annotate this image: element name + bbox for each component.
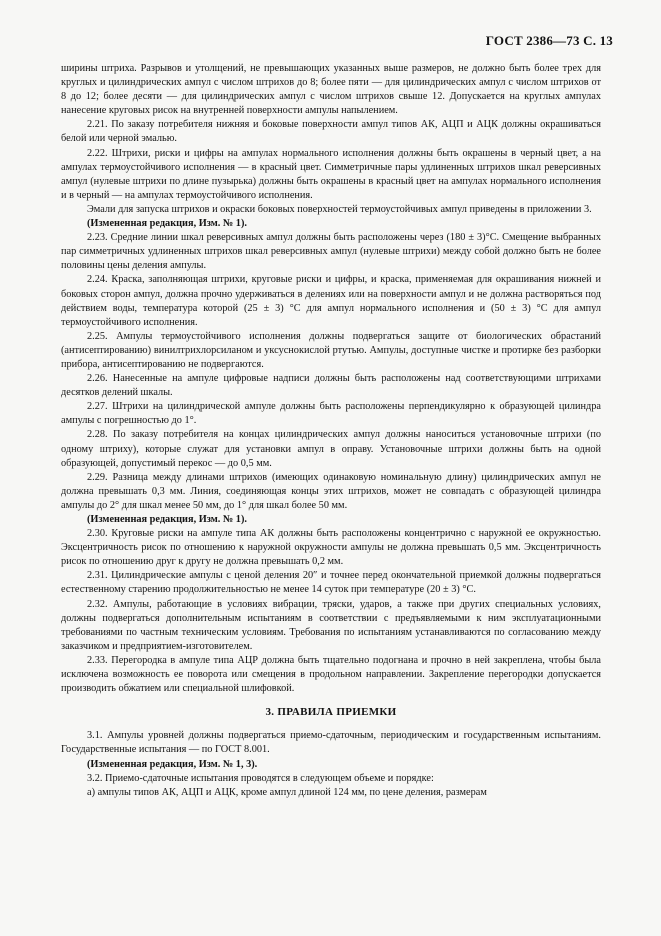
paragraph-2-30: 2.30. Круговые риски на ампуле типа АК должны быть расположены концентрично с наружной ее окружностью. Эксцентричность рисок по отношению к наружной окружности ампулы не должна превышать 0,5 мм. Эксцентричность рисок по отношению друг к другу не должна превышать 0,2 мм.	[61, 528, 601, 568]
paragraph-2-28: 2.28. По заказу потребителя на концах цилиндрических ампул должны наноситься установочные штрихи (по одному штриху), которые служат для установки ампул в оправу. Установочные штрихи должны быть на одной образующей, допустимый перекос — до 0,5 мм.	[61, 429, 601, 469]
paragraph-2-26: 2.26. Нанесенные на ампуле цифровые надписи должны быть расположены над соответствующими штрихами десятков делений шкалы.	[61, 373, 601, 399]
paragraph-2-31: 2.31. Цилиндрические ампулы с ценой деления 20″ и точнее перед окончательной приемкой должны подвергаться естественному старению продолжительностью не менее 14 суток при температуре (20 ± 3) °С.	[61, 570, 601, 596]
page-header: ГОСТ 2386—73 С. 13	[485, 33, 613, 48]
amendment-note: (Измененная редакция, Изм. № 1, 3).	[87, 758, 258, 770]
section-title: 3. ПРАВИЛА ПРИЕМКИ	[265, 706, 397, 719]
amendment-note: (Измененная редакция, Изм. № 1).	[87, 218, 247, 230]
paragraph-2-27: 2.27. Штрихи на цилиндрической ампуле должны быть расположены перпендикулярно к образующей цилиндра ампулы с погрешностью до 1°.	[61, 401, 601, 427]
paragraph-3-1: 3.1. Ампулы уровней должны подвергаться приемо-сдаточным, периодическим и государственным испытаниям. Государственные испытания — по ГОСТ 8.001.	[61, 730, 601, 756]
amendment-note: (Измененная редакция, Изм. № 1).	[87, 514, 247, 525]
paragraph-3-2: 3.2. Приемо-сдаточные испытания проводятся в следующем объеме и порядке:	[87, 772, 434, 784]
paragraph-2-24: 2.24. Краска, заполняющая штрихи, круговые риски и цифры, и краска, применяемая для окрашивания нижней и боковых сторон ампул, должна прочно удерживаться в делениях или на поверхности ампул и не должна растворяться под действием воды, температура которой (25 ± 3) °С для ампул нормального исполнения и (50 ± 3) °С для ампул термоустойчивого исполнения.	[61, 274, 601, 328]
paragraph-2-21: 2.21. По заказу потребителя нижняя и боковые поверхности ампул типов АК, АЦП и АЦК должны окрашиваться белой или черной эмалью.	[61, 119, 601, 145]
paragraph-2-22: 2.22. Штрихи, риски и цифры на ампулах нормального исполнения должны быть окрашены в черный цвет, а на ампулах термоустойчивого исполнения — в красный цвет. Симметричные пары удлиненных штрихов шкал реверсивных ампул (нулевые штрихи по длине пузырька) должны быть окрашены в красный цвет на ампулах нормального исполнения и в черный — на ампулах термоустойчивого исполнения.	[61, 147, 601, 201]
paragraph-continuation: ширины штриха. Разрывов и утолщений, не превышающих указанных выше размеров, не должно быть более трех для круглых и цилиндрических ампул с числом штрихов до 8; более пяти — для цилиндрических ампул с числом штрихов от 8 до 12; более десяти — для цилиндрических ампул с числом штрихов свыше 12. Допускается на круглых ампулах нанесение круговых рисок на внутренней поверхности ампулы напылением.	[61, 63, 601, 117]
paragraph-2-29: 2.29. Разница между длинами штрихов (имеющих одинаковую номинальную длину) цилиндрических ампул не должна превышать 0,3 мм. Линия, соединяющая концы этих штрихов, может не совпадать с образующей цилиндра ампулы до 2° для шкал менее 50 мм, до 1° для шкал более 50 мм.	[61, 471, 601, 511]
document-body	[61, 62, 601, 800]
paragraph-2-33: 2.33. Перегородка в ампуле типа АЦР должна быть тщательно подогнана и прочно в ней закреплена, чтобы была исключена возможность ее поворота или смещения в продольном направлении. Закрепление перегородки допускается производить обжатием или специальной шлифовкой.	[61, 654, 601, 695]
paragraph-2-25: 2.25. Ампулы термоустойчивого исполнения должны подвергаться защите от биологических обрастаний (антисептированию) винилтрихлорсиланом и уксуснокислой ртутью. Ампулы, доступные чистке и протирке без разборки прибора, антисептированию не подвергаются.	[61, 330, 601, 370]
paragraph-enamels: Эмали для запуска штрихов и окраски боковых поверхностей термоустойчивых ампул приведены в приложении 3.	[87, 203, 592, 215]
paragraph-2-23: 2.23. Средние линии шкал реверсивных ампул должны быть расположены через (180 ± 3)°С. Смещение выбранных пар симметричных удлиненных штрихов шкал реверсивных ампул (нулевые штрихи) между собой должно быть не более половины цены деления ампулы.	[61, 232, 601, 272]
paragraph-3-2-a: а) ампулы типов АК, АЦП и АЦК, кроме ампул длиной 124 мм, по цене деления, размерам	[87, 786, 487, 798]
paragraph-2-32: 2.32. Ампулы, работающие в условиях вибрации, тряски, ударов, а также при других специальных условиях, должны подвергаться дополнительным испытаниям в соответствии с предъявляемыми к ним эксплуатационными требованиями по частным техническим условиям. Требования по испытаниям устанавливаются по согласованию между заказчиком и предприятием-изготовителем.	[61, 598, 601, 652]
